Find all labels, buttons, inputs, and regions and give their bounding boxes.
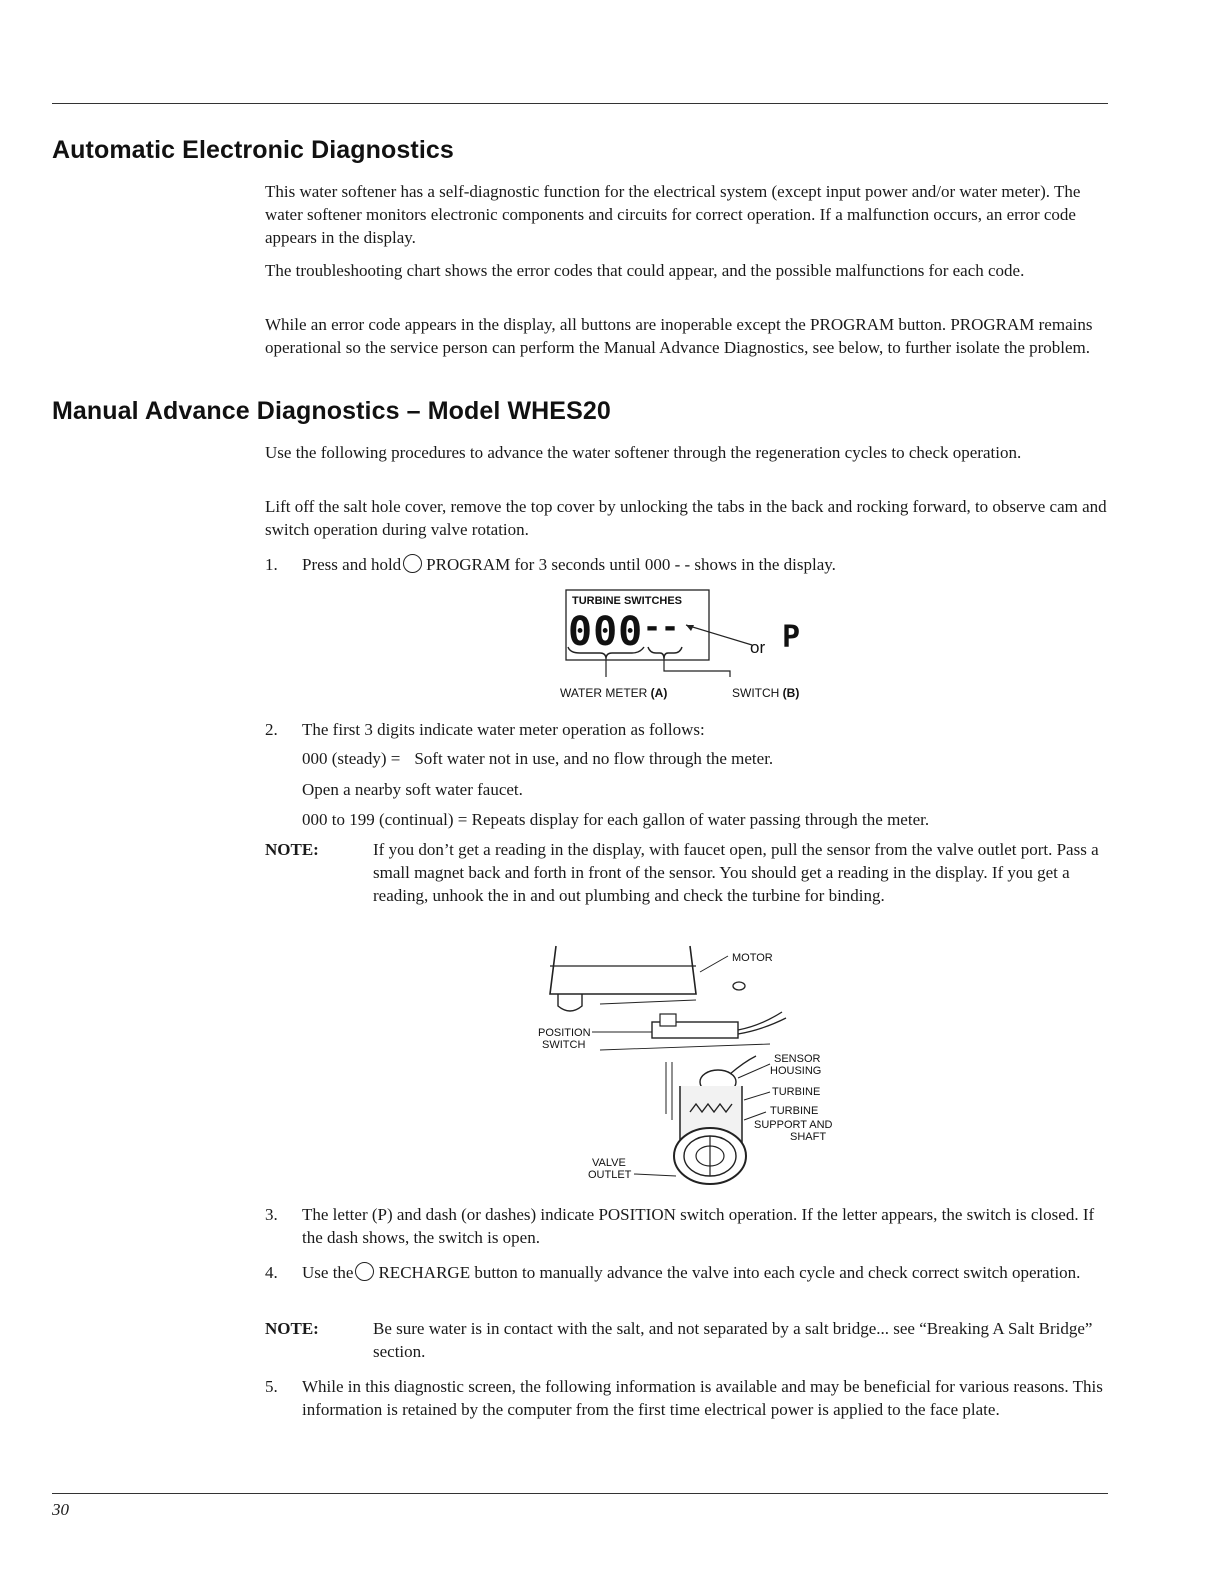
display-digits: 000 [568,609,644,655]
display-header: TURBINE SWITCHES [572,595,682,607]
step-number: 2. [265,720,278,739]
step-number: 3. [265,1205,278,1224]
note-text: Be sure water is in contact with the salt, and not separated by a salt bridge... see “Breaking A Salt Bridge” section. [373,1319,1093,1361]
paragraph: Lift off the salt hole cover, remove the top cover by unlocking the tabs in the back and rocking forward, to observe cam and switch operation during valve rotation. [265,497,1107,539]
step-text: The first 3 digits indicate water meter operation as follows: [302,720,705,739]
step-text: While in this diagnostic screen, the following information is available and may be beneficial for various reasons. This information is retained by the computer from the first time electrical power is applied to the face plate. [302,1377,1103,1419]
program-button-icon [403,554,422,573]
parts-diagram [530,944,850,1189]
motor-leader [700,956,728,972]
motor-foot [558,994,582,1011]
water-meter-label: WATER METER (A) [560,686,668,700]
shaft-label: SHAFT [790,1131,827,1143]
cam [733,982,745,990]
note-label: NOTE: [265,1319,319,1338]
position-label: POSITION [538,1027,591,1039]
valve-label: VALVE [592,1157,626,1169]
step-number: 1. [265,555,278,574]
display-diagram [540,585,840,705]
turbine-label: TURBINE [772,1086,821,1098]
leader-b [664,659,730,677]
p-letter: P [782,620,801,655]
note-text: If you don’t get a reading in the display, with faucet open, pull the sensor from the valve outlet port. Pass a small magnet back and forth in front of the sensor. You should get a reading in the display. If you get a reading, unhook the in and out plumbing and check the turbine for binding. [373,840,1099,905]
arrow-head [686,625,694,631]
display-dashes: -- [643,610,680,645]
step-text: 000 (steady) = Soft water not in use, and no flow through the meter. [302,749,774,768]
paragraph: The troubleshooting chart shows the error codes that could appear, and the possible malfunctions for each code. [265,261,1025,280]
step-text: The letter (P) and dash (or dashes) indicate POSITION switch operation. If the letter appears, the switch is closed. If the dash shows, the switch is open. [302,1205,1095,1247]
outlet-label: OUTLET [588,1169,632,1181]
step-text: Open a nearby soft water faucet. [302,780,523,799]
paragraph: This water softener has a self-diagnostic function for the electrical system (except input power and/or water meter). The water softener monitors electronic components and circuits for correct operation. If a malfunction occurs, an error code appears in the display. [265,182,1081,247]
step-text: Press and hold PROGRAM for 3 seconds until 000 - - shows in the display. [302,555,836,574]
step-text: 000 to 199 (continual) = Repeats display for each gallon of water passing through the meter. [302,810,930,829]
note-label: NOTE: [265,840,319,859]
section-heading-automatic-diagnostics: Automatic Electronic Diagnostics [52,136,454,164]
bottom-rule [52,1493,1108,1494]
arrow-to-p [686,625,752,645]
switch-label: SWITCH [542,1039,586,1051]
paragraph: While an error code appears in the display, all buttons are inoperable except the PROGRAM button. PROGRAM remains operational so the service person can perform the Manual Advance Diagnostics, see below, to further isolate the problem. [265,315,1093,357]
section-heading-manual-advance-diagnostics: Manual Advance Diagnostics – Model WHES20 [52,397,611,425]
switch-label: SWITCH (B) [732,686,800,700]
motor-label: MOTOR [732,952,773,964]
recharge-button-icon [355,1262,374,1281]
step-text: Use the RECHARGE button to manually advance the valve into each cycle and check correct switch operation. [302,1263,1081,1282]
bracket-b [648,647,682,659]
support-and-label: SUPPORT AND [754,1119,833,1131]
turbine-support-label: TURBINE [770,1105,819,1117]
paragraph: Use the following procedures to advance the water softener through the regeneration cycles to check operation. [265,443,1022,462]
step-number: 4. [265,1263,278,1282]
sensor-label: SENSOR [774,1053,821,1065]
motor-body [550,946,696,994]
top-rule [52,103,1108,104]
page-number: 30 [52,1500,69,1519]
or-label: or [750,638,766,657]
housing-label: HOUSING [770,1065,822,1077]
step-number: 5. [265,1377,278,1396]
